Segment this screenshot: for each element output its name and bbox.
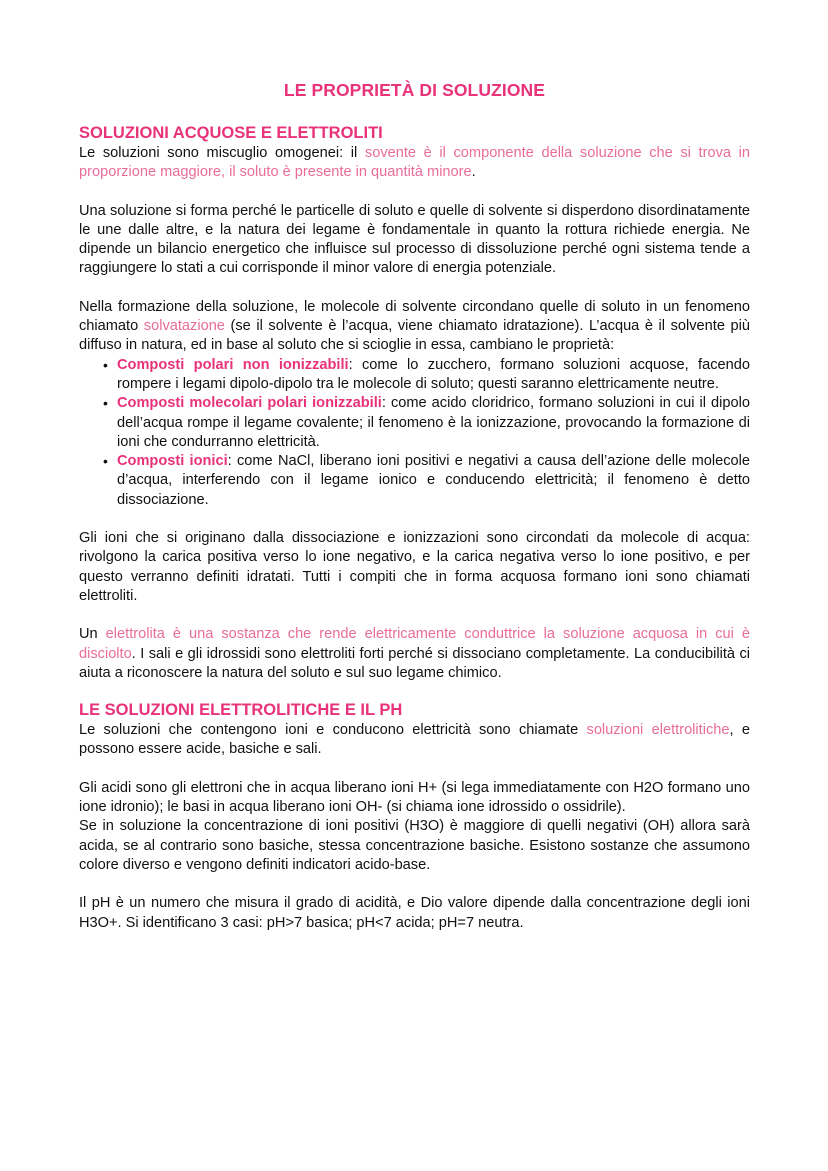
text: . I sali e gli idrossidi sono elettroliti forti perché si dissociano completamente. La conducibilità ci aiuta a riconoscere la natura del soluto e sul suo legame chimico. [79, 645, 750, 681]
bullet-text: : come acido cloridrico, formano soluzioni in cui il dipolo dell’acqua rompe il legame covalente; il fenomeno è la ionizzazione, provocando la formazione di ioni che condurranno elettricità. [117, 395, 750, 450]
list-item [117, 394, 750, 452]
bullet-term: Composti molecolari polari ionizzabili [117, 395, 382, 412]
paragraph-concentrazione: Se in soluzione la concentrazione di ioni positivi (H3O) è maggiore di quelli negativi (OH) allora sarà acida, se al contrario sono basiche, stessa concentrazione basiche. Esistono sostanze che assumono colore diverso e vengono definiti indicatori acido-base. [79, 818, 750, 873]
text: Le soluzioni che contengono ioni e conducono elettricità sono chiamate [79, 722, 587, 739]
bullet-text: : come NaCl, liberano ioni positivi e negativi a causa dell’azione delle molecole d’acqua, interferendo con il legame ionico e conducendo elettricità; il fenomeno è detto dissociazione. [117, 453, 750, 508]
bullet-list-composti [79, 356, 750, 510]
paragraph-definizione [79, 144, 750, 183]
paragraph-ioni-idratati: Gli ioni che si originano dalla dissociazione e ionizzazioni sono circondati da molecole di acqua: rivolgono la carica positiva verso lo ione negativo, e la carica negativa verso lo ione positivo, e per questo verranno definiti idratati. Tutti i compiti che in forma acquosa formano ioni sono chiamati elettroliti. [79, 530, 750, 604]
list-item [117, 356, 750, 395]
section-heading-soluzioni-acquose: SOLUZIONI ACQUOSE E ELETTROLITI [79, 124, 383, 142]
text: Un [79, 626, 106, 643]
paragraph-solvatazione [79, 298, 750, 356]
list-item [117, 452, 750, 510]
text: . [471, 164, 476, 181]
section-heading-soluzioni-elettrolitiche: LE SOLUZIONI ELETTROLITICHE E IL PH [79, 701, 403, 720]
highlight-text: sovente è il componente della soluzione che si trova in proporzione maggiore, il soluto è presente in quantità minore [79, 145, 750, 181]
bullet-term: Composti ionici [117, 453, 228, 470]
paragraph-elettrolita [79, 625, 750, 683]
bullet-text: : come lo zucchero, formano soluzioni acquose, facendo rompere i legami dipolo-dipolo tra le molecole di soluto; questi saranno elettricamente neutre. [117, 356, 750, 392]
paragraph-formazione: Una soluzione si forma perché le particelle di soluto e quelle di solvente si disperdono disordinatamente le une dalle altre, e la natura dei legame è fondamentale in quanto la rottura richiede energia. Ne dipende un bilancio energetico che influisce sul processo di dissoluzione perché ogni sistema tende a raggiungere lo stati a cui corrisponde il minor valore di energia potenziale. [79, 202, 750, 277]
text: Le soluzioni sono miscuglio omogenei: il [79, 145, 365, 161]
page-title: LE PROPRIETÀ DI SOLUZIONE [283, 80, 546, 100]
text: Nella formazione della soluzione, le molecole di solvente circondano quelle di soluto in un fenomeno chiamato [79, 298, 750, 335]
bullet-term: Composti polari non ionizzabili [117, 356, 349, 373]
paragraph-soluzioni-elettrolitiche [79, 721, 750, 760]
text: , e possono essere acide, basiche e sali. [79, 722, 750, 758]
paragraph-ph: Il pH è un numero che misura il grado di acidità, e Dio valore dipende dalla concentrazione degli ioni H3O+. Si identificano 3 casi: pH>7 basica; pH<7 acida; pH=7 neutra. [79, 895, 750, 931]
highlight-text: solvatazione [143, 318, 225, 335]
text: (se il solvente è l’acqua, viene chiamato idratazione). L’acqua è il solvente più diffuso in natura, ed in base al soluto che si scioglie in essa, cambiano le proprietà: [79, 318, 750, 354]
highlight-text: soluzioni elettrolitiche [586, 722, 730, 739]
highlight-text: elettrolita è una sostanza che rende elettricamente conduttrice la soluzione acquosa in cui è disciolto [79, 626, 751, 662]
paragraph-acidi-basi: Gli acidi sono gli elettroni che in acqua liberano ioni H+ (si lega immediatamente con H2O formano uno ione idronio); le basi in acqua liberano ioni OH- (si chiama ione idrossido o ossidrile). [79, 779, 750, 816]
